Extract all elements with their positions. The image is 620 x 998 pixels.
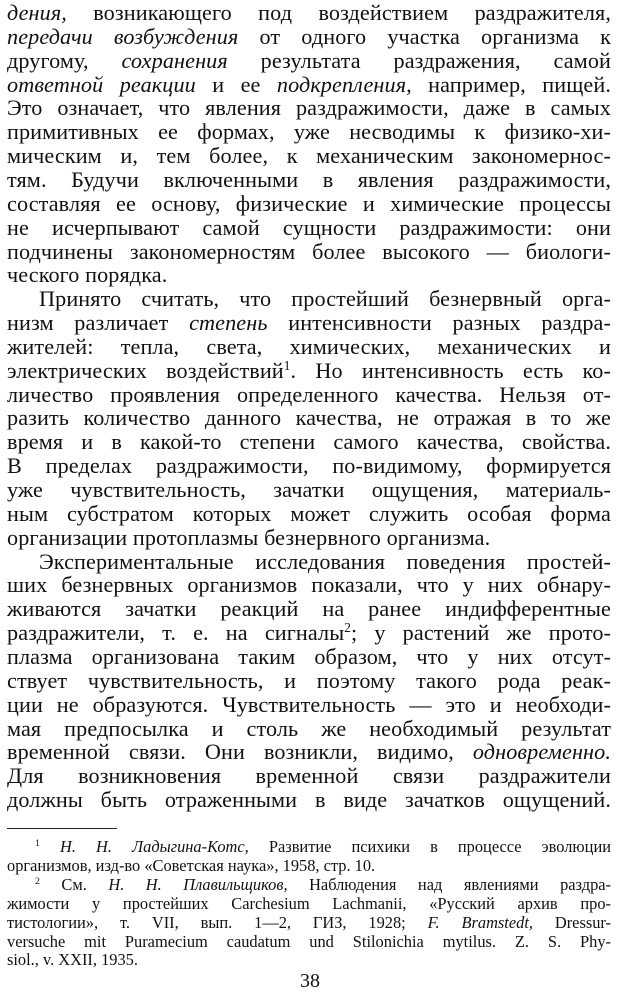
- text-run: . Но интенсивность есть ко-: [290, 357, 611, 383]
- text-run: раздражители, т. е. на сигналы: [7, 620, 345, 646]
- footnote-line: [7, 837, 611, 857]
- text-run: versuche mit Puramecium caudatum und Stilonichia mytilus. Z. S. Phy-: [7, 931, 611, 951]
- text-line: [7, 692, 611, 718]
- footnote-line: [7, 894, 611, 914]
- text-line: [7, 477, 611, 503]
- text-line: [7, 334, 611, 360]
- text-line: [7, 286, 611, 312]
- text-run: не исчерпывают самой сущности раздражимости: они: [7, 214, 611, 240]
- text-run: временной связи. Они возникли, видимо,: [7, 739, 473, 765]
- text-run: от одного участка организма к: [238, 23, 611, 49]
- text-run: ции не образуются. Чувствительность — это и необходи-: [7, 691, 611, 717]
- text-line: [7, 382, 611, 408]
- footnote-line: [7, 856, 611, 876]
- text-run: например, пищей.: [411, 71, 611, 97]
- text-line: [7, 620, 611, 646]
- text-line: [7, 549, 611, 575]
- text-run: интенсивности разных раздра-: [267, 310, 611, 336]
- text-line: [7, 239, 611, 265]
- footnote-ref: 1: [283, 357, 291, 373]
- text-line: [7, 95, 611, 121]
- page-number: 38: [300, 970, 320, 992]
- text-run: должны быть отраженными в виде зачатков ощущений.: [7, 787, 611, 813]
- text-line: [7, 596, 611, 622]
- text-run: тям. Будучи включенными в явления раздражимости,: [7, 166, 611, 192]
- emphasis: F. Bramstedt,: [427, 912, 533, 932]
- text-line: [7, 358, 611, 384]
- text-run: siol., v. XXII, 1935.: [7, 950, 138, 970]
- text-line: [7, 763, 611, 789]
- text-line: [7, 501, 611, 527]
- text-run: другому,: [7, 47, 122, 73]
- text-line: [7, 191, 611, 217]
- text-run: низм различает: [7, 310, 190, 336]
- footnote-line: [7, 913, 611, 933]
- text-run: плазма организована таким образом, что у них отсут-: [7, 643, 611, 669]
- text-run: организмов, изд-во «Советская наука», 1958, стр. 10.: [7, 855, 376, 875]
- emphasis: одновременно.: [472, 739, 611, 765]
- emphasis: подкрепления,: [276, 71, 412, 97]
- footnote-line: [7, 950, 611, 970]
- text-run: ; у растений же прото-: [351, 620, 611, 646]
- text-run: Это означает, что явления раздражимости, даже в самых: [7, 95, 611, 121]
- text-run: личество проявления определенного качества. Нельзя от-: [7, 381, 611, 407]
- emphasis: дения,: [7, 0, 67, 25]
- text-run: тистологии», т. VII, вып. 1—2, ГИЗ, 1928;: [7, 912, 428, 932]
- text-line: [7, 453, 611, 479]
- footnote-line: [7, 932, 611, 952]
- text-run: и ее: [195, 71, 277, 97]
- text-run: Наблюдения над явлениями раздра-: [287, 874, 611, 894]
- emphasis: Н. Н. Плавильщиков,: [108, 874, 288, 894]
- emphasis: Н. Н. Ладыгина-Котс,: [60, 837, 249, 856]
- text-line: [7, 572, 611, 598]
- text-run: Экспериментальные исследования поведения простей-: [39, 548, 611, 574]
- text-run: живаются зачатки реакций на ранее индифферентные: [7, 596, 611, 622]
- text-run: В пределах раздражимости, по-видимому, формируется: [7, 453, 611, 479]
- text-run: разить количество данного качества, не отражая в то же: [7, 405, 611, 431]
- text-line: [7, 24, 611, 50]
- text-line: [7, 72, 611, 98]
- text-run: организации протоплазмы безнервного организма.: [7, 524, 491, 550]
- text-run: ческого порядка.: [7, 262, 168, 288]
- text-run: составляя ее основу, физические и химические процессы: [7, 190, 611, 216]
- footnote-ref: 1: [35, 838, 40, 850]
- text-run: возникающего под воздействием раздражителя,: [66, 0, 611, 25]
- text-line: [7, 167, 611, 193]
- text-line: [7, 48, 611, 74]
- text-run: См.: [39, 874, 109, 894]
- text-run: жимости у простейших Carchesium Lachmanii, «Русский архив про-: [7, 893, 611, 913]
- text-line: [7, 644, 611, 670]
- text-line: [7, 668, 611, 694]
- text-line: [7, 143, 611, 169]
- emphasis: передачи возбуждения: [7, 23, 239, 49]
- footnote-line: [7, 875, 611, 895]
- text-line: [7, 310, 611, 336]
- text-line: [7, 119, 611, 145]
- footnote-divider: [7, 828, 117, 829]
- text-run: мическим и, тем более, к механическим закономернос-: [7, 143, 611, 169]
- text-run: Принято считать, что простейший безнервный орга-: [39, 286, 611, 312]
- text-run: [40, 837, 60, 856]
- text-line: [7, 787, 611, 813]
- text-line: [7, 429, 611, 455]
- text-line: [7, 525, 611, 551]
- text-run: уже чувствительность, зачатки ощущения, материаль-: [7, 477, 611, 502]
- text-run: ших безнервных организмов показали, что у них обнару-: [7, 572, 611, 598]
- text-line: [7, 405, 611, 431]
- emphasis: ответной реакции: [7, 71, 196, 97]
- text-run: электрических воздействий: [7, 357, 284, 383]
- emphasis: степень: [189, 310, 268, 336]
- text-line: [7, 262, 611, 288]
- text-run: жителей: тепла, света, химических, механических и: [7, 333, 611, 359]
- text-line: [7, 0, 611, 26]
- footnote-ref: 2: [344, 620, 351, 636]
- text-run: примитивных ее формах, уже несводимы к физико-хи-: [7, 119, 611, 145]
- text-run: ным субстратом которых может служить особая форма: [7, 500, 611, 526]
- text-line: [7, 215, 611, 241]
- emphasis: сохранения: [121, 47, 228, 73]
- footnote-ref: 2: [35, 875, 40, 887]
- text-run: подчинены закономерностям более высокого — биологи-: [7, 238, 611, 264]
- text-run: мая предпосылка и столь же необходимый результат: [7, 715, 611, 741]
- text-run: Для возникновения временной связи раздражители: [7, 763, 611, 789]
- text-line: [7, 739, 611, 765]
- text-run: результата раздражения, самой: [227, 47, 611, 73]
- text-run: ствует чувствительность, и поэтому такого рода реак-: [7, 667, 611, 693]
- text-line: [7, 716, 611, 742]
- text-run: Развитие психики в процессе эволюции: [248, 837, 611, 856]
- text-run: Dressur-: [533, 912, 611, 932]
- text-run: время и в какой-то степени самого качества, свойства.: [7, 429, 611, 455]
